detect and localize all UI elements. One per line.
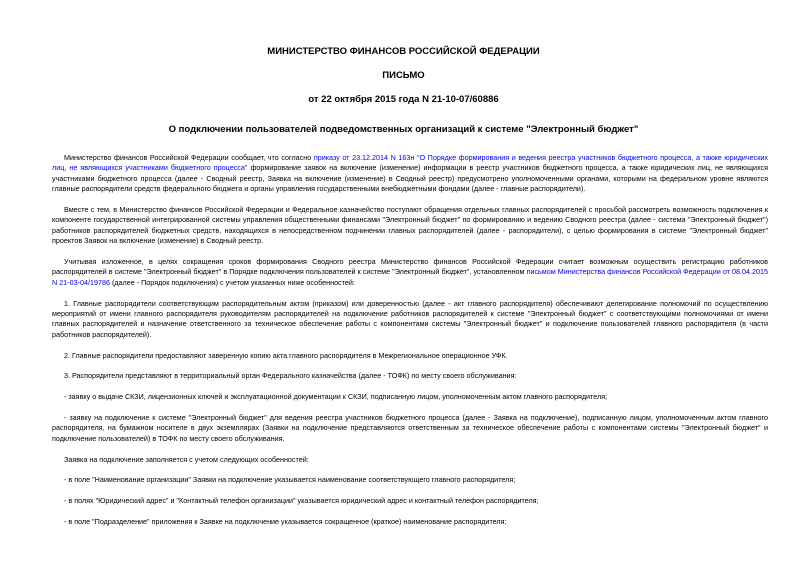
paragraph-intro [52, 153, 768, 195]
document-date-number: от 22 октября 2015 года N 21-10-07/60886 [308, 94, 499, 105]
list-item: - в поле "Подразделение" приложения к Заявке на подключение указывается сокращенное (краткое) наименование распорядителя; [64, 517, 507, 527]
paragraph-text: Учитывая изложенное, в целях сокращения сроков формирования Сводного реестра Министерство финансов Российской Федерации считает возможным осуществить регистрацию работников распорядителей в системе "Электронный бюджет" в Порядке подключения пользователей к системе "Электронный бюджет", установленном [52, 257, 768, 277]
list-item: 2. Главные распорядители предоставляют заверенную копию акта главного распорядителя в Межрегиональное операционное УФК. [64, 350, 508, 360]
letter-link[interactable]: письмом Министерства финансов Российской Федерации от 08.04.2015 N 21-03-04/19786 [52, 267, 768, 287]
document-subject: О подключении пользователей подведомственных организаций к системе "Электронный бюджет" [168, 124, 639, 135]
list-item: - в поле "Наименование организации" Заявки на подключение указывается наименование соответствующего главного распорядителя; [64, 475, 516, 485]
list-item: - заявку на подключение к системе "Электронный бюджет" для ведения реестра участников бюджетного процесса (далее - Заявка на подключение), подписанную лицом, уполномоченным актом главного распорядителя, на бумажном носителе в двух экземплярах (Заявки на подключение представляются ответственным за техническое обеспечение работы с компонентами системы "Электронный бюджет" и подключение пользователей) в ТОФК по месту своего обслуживания. [52, 413, 768, 443]
order-link[interactable]: приказу от 23.12.2014 N 163н "О Порядке формирования и ведения реестра участников бюджетного процесса, а также юридических лиц, не являющихся участниками бюджетного процесса" [52, 153, 768, 173]
document-type: ПИСЬМО [382, 70, 425, 81]
list-item: - заявку о выдаче СКЗИ, лицензионных ключей и эксплуатационной документации к СКЗИ, подписанную лицом, уполномоченным актом главного распорядителя; [64, 392, 608, 402]
ministry-heading: МИНИСТЕРСТВО ФИНАНСОВ РОССИЙСКОЙ ФЕДЕРАЦИИ [267, 46, 540, 57]
paragraph-text: (далее - Порядок подключения) с учетом указанных ниже особенностей: [109, 277, 355, 287]
paragraph-appeals: Вместе с тем, в Министерство финансов Российской Федерации и Федеральное казначейство поступают обращения отдельных главных распорядителей с просьбой рассмотреть возможность подключения к компоненте государственной интегрированной системы управления общественными финансами "Электронный бюджет" по формированию и ведению Сводного реестра (далее - система "Электронный бюджет") работников распорядителей бюджетных средств, находящихся в непосредственном подчинении главных распорядителей (далее - распорядители), с целью формирования в системе "Электронный бюджет" проектов Заявок на включение (изменение) в Сводный реестр. [52, 205, 768, 246]
list-item: - в полях "Юридический адрес" и "Контактный телефон организации" указывается юридический адрес и контактный телефон распорядителя; [64, 496, 539, 506]
list-item: Заявка на подключение заполняется с учетом следующих особенностей: [64, 454, 309, 464]
list-item: 3. Распорядители представляют в территориальный орган Федерального казначейства (далее - ТОФК) по месту своего обслуживания: [64, 371, 517, 381]
document-body [52, 153, 768, 538]
list-item: 1. Главные распорядители соответствующим распорядительным актом (приказом) или доверенностью (далее - акт главного распорядителя) обеспечивают делегирование полномочий по осуществлению мероприятий от имени главного распорядителя руководителям распорядителей на подключение работников распорядителей к системе "Электронный бюджет" с соответствующими полномочиями от имени главных распорядителей и назначение ответственного за техническое обеспечение работы с компонентами системы "Электронный бюджет" и подключение пользователей главного распорядителя (в части работников распорядителей). [52, 298, 768, 339]
paragraph-text: формирование заявок на включение (изменение) информации в реестр участников бюджетного процесса, а также юридических лиц, не являющихся участниками бюджетного процесса (далее - Сводный реестр, Заявка на включение (изменение) в Сводный реестр) предусмотрено уполномоченными органами, которыми на федеральном уровне являются главные распорядители средств федерального бюджета и органы управления государственными внебюджетными фондами (далее - главные распорядители). [52, 163, 768, 194]
paragraph-text: Министерство финансов Российской Федерации сообщает, что согласно [64, 153, 314, 162]
paragraph-conclusion [52, 257, 768, 288]
